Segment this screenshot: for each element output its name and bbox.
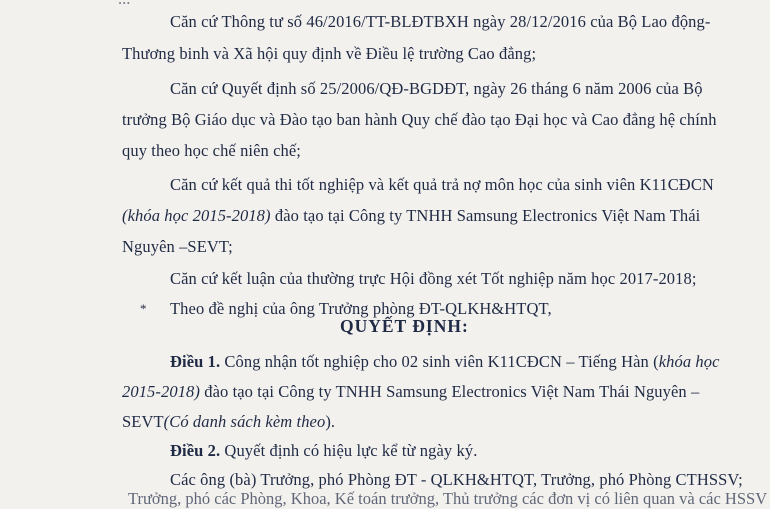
article-1-years: 2015-2018) <box>122 382 200 401</box>
basis-3-line-3: Nguyên –SEVT; <box>122 237 233 256</box>
article-2-text: Quyết định có hiệu lực kể từ ngày ký. <box>220 441 478 460</box>
article-1-attachment-note: (Có danh sách kèm theo <box>163 412 326 431</box>
article-1-line-2-rest: đào tạo tại Công ty TNHH Samsung Electronics Việt Nam Thái Nguyên – <box>200 382 700 401</box>
decision-heading: QUYẾT ĐỊNH: <box>340 316 469 336</box>
basis-1-line-1: Căn cứ Thông tư số 46/2016/TT-BLĐTBXH ngày 28/12/2016 của Bộ Lao động- <box>170 12 711 31</box>
bottom-cut-line: Trưởng, phó các Phòng, Khoa, Kế toán trưởng, Thủ trưởng các đơn vị có liên quan và các HSSV <box>128 489 768 508</box>
basis-2-line-3: quy theo học chế niên chế; <box>122 141 301 160</box>
article-1-line-3 <box>122 412 335 432</box>
basis-5-line-1: Theo đề nghị của ông Trưởng phòng ĐT-QLKH&HTQT, <box>170 299 552 318</box>
course-years: (khóa học 2015-2018) <box>122 206 271 225</box>
article-1-line-2 <box>122 382 699 402</box>
basis-4-line-1: Căn cứ kết luận của thường trực Hội đồng xét Tốt nghiệp năm học 2017-2018; <box>170 269 697 288</box>
article-1-sevt: SEVT <box>122 412 164 431</box>
bullet-mark-icon: * <box>140 301 147 316</box>
basis-2-line-2: trưởng Bộ Giáo dục và Đào tạo ban hành Quy chế đào tạo Đại học và Cao đẳng hệ chính <box>122 110 717 129</box>
article-1-text: Công nhận tốt nghiệp cho 02 sinh viên K11CĐCN – Tiếng Hàn ( <box>220 352 659 371</box>
article-2-label: Điều 2. <box>170 441 221 460</box>
basis-3-line-2 <box>122 206 700 226</box>
article-1-label: Điều 1. <box>170 352 221 371</box>
article-1-line-3-end: ). <box>325 412 336 431</box>
top-cut-line <box>118 0 130 9</box>
article-1-italic: khóa học <box>658 352 720 371</box>
basis-3-line-1: Căn cứ kết quả thi tốt nghiệp và kết quả trả nợ môn học của sinh viên K11CĐCN <box>170 175 714 194</box>
last-line: Các ông (bà) Trưởng, phó Phòng ĐT - QLKH&HTQT, Trưởng, phó Phòng CTHSSV; <box>170 470 743 489</box>
article-1-line-1 <box>170 352 720 372</box>
basis-2-line-1: Căn cứ Quyết định số 25/2006/QĐ-BGDĐT, ngày 26 tháng 6 năm 2006 của Bộ <box>170 79 703 98</box>
basis-1-line-2: Thương binh và Xã hội quy định về Điều lệ trường Cao đẳng; <box>122 44 537 63</box>
basis-3-line-2-rest: đào tạo tại Công ty TNHH Samsung Electronics Việt Nam Thái <box>270 206 701 225</box>
article-2-line <box>170 441 477 461</box>
